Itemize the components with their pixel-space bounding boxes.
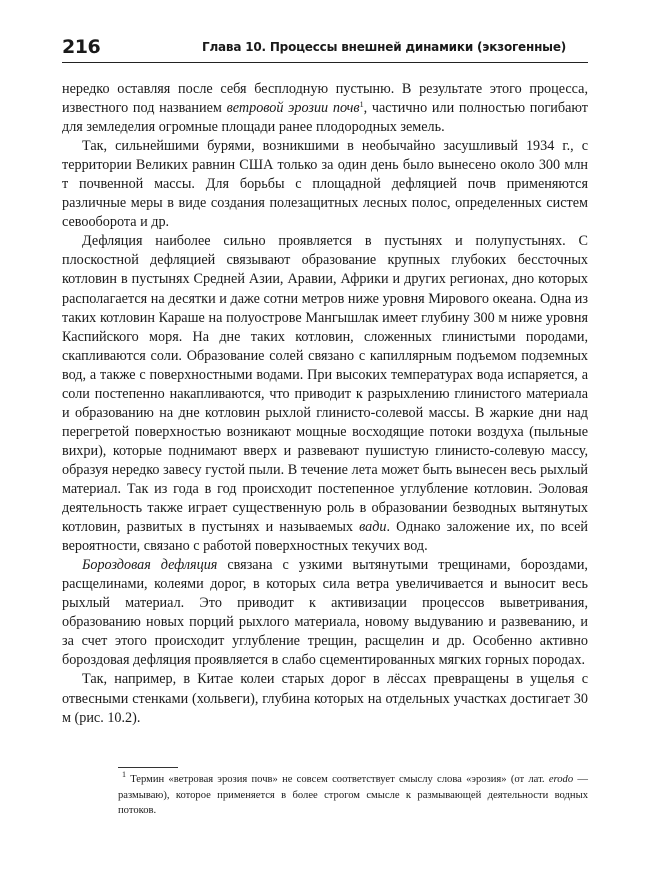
paragraph-4-text: связана с узкими вытянутыми трещинами, бороздами, расщелинами, колеями дорог, в которых сила ветра увеличивается и выносит весь рыхлый материал. Это приводит к активизации процессов выветривания, образованию новых порций рыхлого материала, новому выдуванию и развеванию, и за счет этого происходит углубление трещин, расщелин и др. Особенно активно бороздовая дефляция проявляется в слабо сцементированных мягких горных породах. <box>62 557 588 669</box>
footnote-divider <box>118 767 178 768</box>
paragraph-5: Так, например, в Китае колеи старых дорог в лёссах превращены в ущелья с отвесными стенками (хольвеги), глубина которых на отдельных участках достигает 30 м (рис. 10.2). <box>62 671 588 726</box>
paragraph-2: Так, сильнейшими бурями, возникшими в необычайно засушливый 1934 г., с территории Великих равнин США только за один день было вынесено около 300 млн т почвенной массы. Для борьбы с площадной дефляцией почв применяются различные меры в виде создания полезащитных лесных полос, определенных систем севооборота и др. <box>62 138 588 231</box>
footnote-1 <box>118 772 588 819</box>
term-wadi: вади <box>359 519 387 536</box>
paragraph-1-text-a: нередко оставляя после себя бесплодную пустыню. В результате этого процесса, известного под названием <box>62 81 588 117</box>
footnote-mark: 1 <box>122 770 126 779</box>
paragraph-3-text-b: . Однако заложение их, по всей вероятности, связано с работой поверхностных текучих вод. <box>62 519 588 555</box>
footnote-text-b: — размываю), которое применяется в более строгом смысле к размывающей деятельности водных потоков. <box>118 774 588 816</box>
paragraph-3 <box>62 232 588 556</box>
footnote-ref-1: 1 <box>359 100 364 110</box>
footnote <box>118 772 588 819</box>
page-header <box>62 36 588 63</box>
running-head: Глава 10. Процессы внешней динамики (экзогенные) <box>202 40 567 54</box>
body-text <box>62 80 588 728</box>
term-furrow-deflation: Бороздовая дефляция <box>82 557 218 574</box>
term-wind-soil-erosion: ветровой эрозии почв <box>226 100 360 117</box>
paragraph-1 <box>62 80 588 137</box>
page-number: 216 <box>62 36 101 58</box>
footnote-text-a: Термин «ветровая эрозия почв» не совсем соответствует смыслу слова «эрозия» (от лат. <box>126 774 549 785</box>
paragraph-4 <box>62 556 588 670</box>
paragraph-3-text-a: Дефляция наиболее сильно проявляется в пустынях и полупустынях. С плоскостной дефляцией связывают образование крупных глубоких бессточных котловин в пустынях Средней Азии, Аравии, Африки и других регионах, дно которых располагается на десятки и даже сотни метров ниже уровня Мирового океана. Одна из таких котловин Караше на полуострове Мангышлак имеет глубину 300 м ниже уровня Каспийского моря. На дне таких котловин, сложенных глинистыми породами, скапливаются соли. Образование солей связано с капиллярным подъемом подземных вод, а также с поверхностными водами. При высоких температурах вода испаряется, а соли постепенно накапливаются, что приводит к разрыхлению глинистого материала и образованию на дне котловин рыхлой глинисто-солевой массы. В жаркие дни над перегретой поверхностью возникают мощные восходящие потоки воздуха (пыльные вихри), которые поднимают вверх и развевают пушистую глинисто-солевую массу, образуя нередко завесу густой пыли. В течение лета может быть вынесен весь рыхлый материал. Так из года в год происходит постепенное углубление котловин. Эоловая деятельность также играет существенную роль в образовании безводных вытянутых котловин, развитых в пустынях и называемых <box>62 233 588 536</box>
paragraph-1-text-b: , частично или полностью погибают для земледелия огромные площади ранее плодородных земель. <box>62 100 588 136</box>
footnote-term-erodo: erodo <box>548 774 574 785</box>
